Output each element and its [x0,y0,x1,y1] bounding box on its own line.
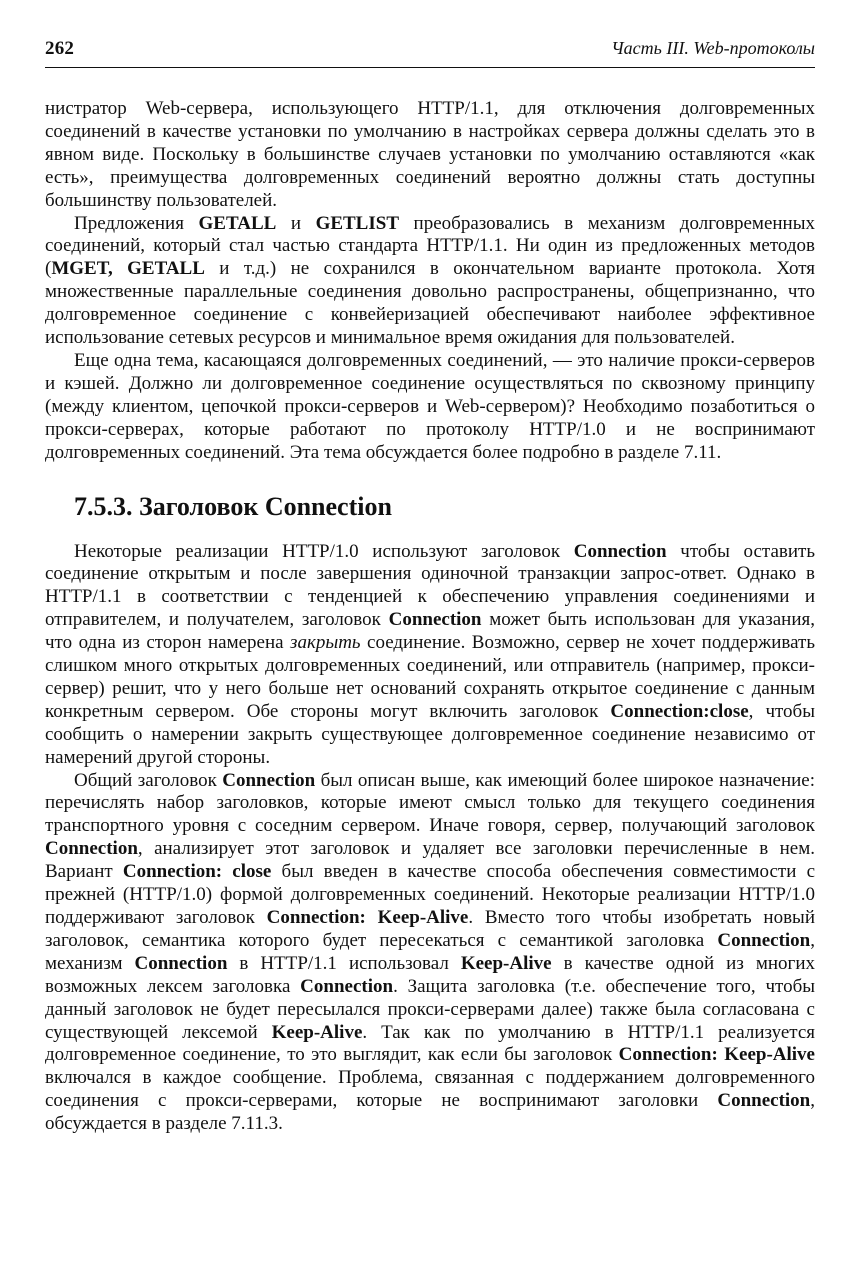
text-run: может быть использован для указания, что одна из сторон намерена [45,609,815,654]
bold-term: Connection [717,929,811,951]
text-run: Общий заголовок [74,769,223,791]
text-run: соединение. Возможно, сервер не хочет поддерживать слишком много открытых долговременных соединений, или отправитель (например, прокси-сервер) решит, что у него больше нет оснований сохранять открытое соединение с данным конкретным сервером. Обе стороны могут включить заголовок [45,632,815,722]
text-run: и [276,212,316,234]
text-run: преобразовались в механизм долговременных соединений, который стал частью стандарта HTTP/1.1. Ни один из предложенных методов ( [45,212,815,280]
text-run: . Так как по умолчанию в HTTP/1.1 реализуется долговременное соединение, то это выглядит, как если бы заголовок [45,1021,815,1066]
paragraph [45,98,815,213]
paragraph [45,350,815,465]
paragraph [45,541,815,770]
bold-term: Connection [388,609,482,631]
text-run: Еще одна тема, касающаяся долговременных соединений, — это наличие прокси-серверов и кэшей. Должно ли долговременное соединение осуществляться по сквозному принципу (между клиентом, цепочкой прокси-серверов и Web-сервером)? Необходимо позаботиться о прокси-серверах, которые работают по протоколу HTTP/1.0 и не воспринимают долговременных соединений. Эта тема обсуждается более подробно в разделе 7.11. [45,349,815,463]
text-run: был описан выше, как имеющий более широкое назначение: перечислять набор заголовков, которые имеют смысл только для текущего соединения транспортного уровня с соседним сервером. Иначе говоря, сервер, получающий заголовок [45,769,815,837]
text-run: чтобы оставить соединение открытым и после завершения одиночной транзакции запрос-ответ. Однако в HTTP/1.1 в соответствии с тенденцией к обеспечению управления соединениями и отправителем, и получателем, заголовок [45,540,815,631]
page-header [45,38,815,68]
bold-term: GETALL [198,212,277,234]
bold-term: Connection [300,975,394,997]
bold-term: Keep-Alive [271,1021,363,1043]
bold-term: Keep-Alive [460,952,552,974]
bold-term: Connection:close [610,700,749,722]
page-body [45,98,815,1136]
text-run: , анализирует этот заголовок и удаляет все заголовки перечисленные в нем. Вариант [45,838,815,883]
running-head: Часть III. Web-протоколы [611,38,815,58]
text-run: был введен в качестве способа обеспечения совместимости с прежней (HTTP/1.0) формой долговременных соединений. Некоторые реализации HTTP/1.0 поддерживают заголовок [45,861,816,928]
bold-term: Connection [134,952,228,974]
text-run: включался в каждое сообщение. Проблема, связанная с поддержанием долговременного соединения с прокси-серверами, которые не воспринимают заголовки [45,1067,815,1112]
bold-term: Connection: Keep-Alive [266,907,469,928]
bold-term: Connection: close [122,861,272,883]
text-run: , обсуждается в разделе 7.11.3. [45,1090,815,1135]
text-run: Некоторые реализации HTTP/1.0 используют заголовок [74,540,574,562]
text-run: . Вместо того чтобы изобретать новый заголовок, семантика которого будет пересекаться с семантикой заголовка [45,907,815,951]
emphasis: закрыть [290,632,361,654]
bold-term: Connection: Keep-Alive [618,1044,815,1066]
text-run: . Защита заголовка (т.е. обеспечение того, чтобы данный заголовок не будет пересылался прокси-серверами далее) также была согласована с существующей лексемой [45,975,816,1043]
bold-term: Connection [573,540,667,562]
book-page [45,38,815,1136]
bold-term: MGET, GETALL [51,258,205,280]
text-run: , чтобы сообщить о намерении закрыть существующее долговременное соединение независимо от намерений другой стороны. [45,700,815,768]
paragraph [45,213,815,350]
text-run: нистратор Web-сервера, использующего HTTP/1.1, для отключения долговременных соединений в качестве установки по умолчанию в настройках сервера должны сделать это в явном виде. Поскольку в большинстве случаев установки по умолчанию оставляются «как есть», преимущества долговременных соединений вероятно должны стать доступны большинству пользователей. [45,98,815,211]
text-run: , механизм [45,929,815,974]
text-run: в HTTP/1.1 использовал [227,952,461,974]
text-run: и т.д.) не сохранился в окончательном варианте протокола. Хотя множественные параллельные соединения довольно распространены, общепризнанно, что долговременное соединение с конвейеризацией обеспечивают наиболее эффективное использование сетевых ресурсов и минимальное время ожидания для пользователей. [45,258,815,349]
text-run: Предложения [74,212,199,234]
bold-term: Connection [717,1090,811,1112]
paragraph [45,770,815,1137]
bold-term: Connection [222,769,316,791]
page-number: 262 [45,38,75,59]
bold-term: GETLIST [315,212,399,234]
bold-term: Connection [45,838,138,860]
text-run: в качестве одной из многих возможных лексем заголовка [45,952,815,997]
section-heading: 7.5.3. Заголовок Connection [74,491,392,521]
